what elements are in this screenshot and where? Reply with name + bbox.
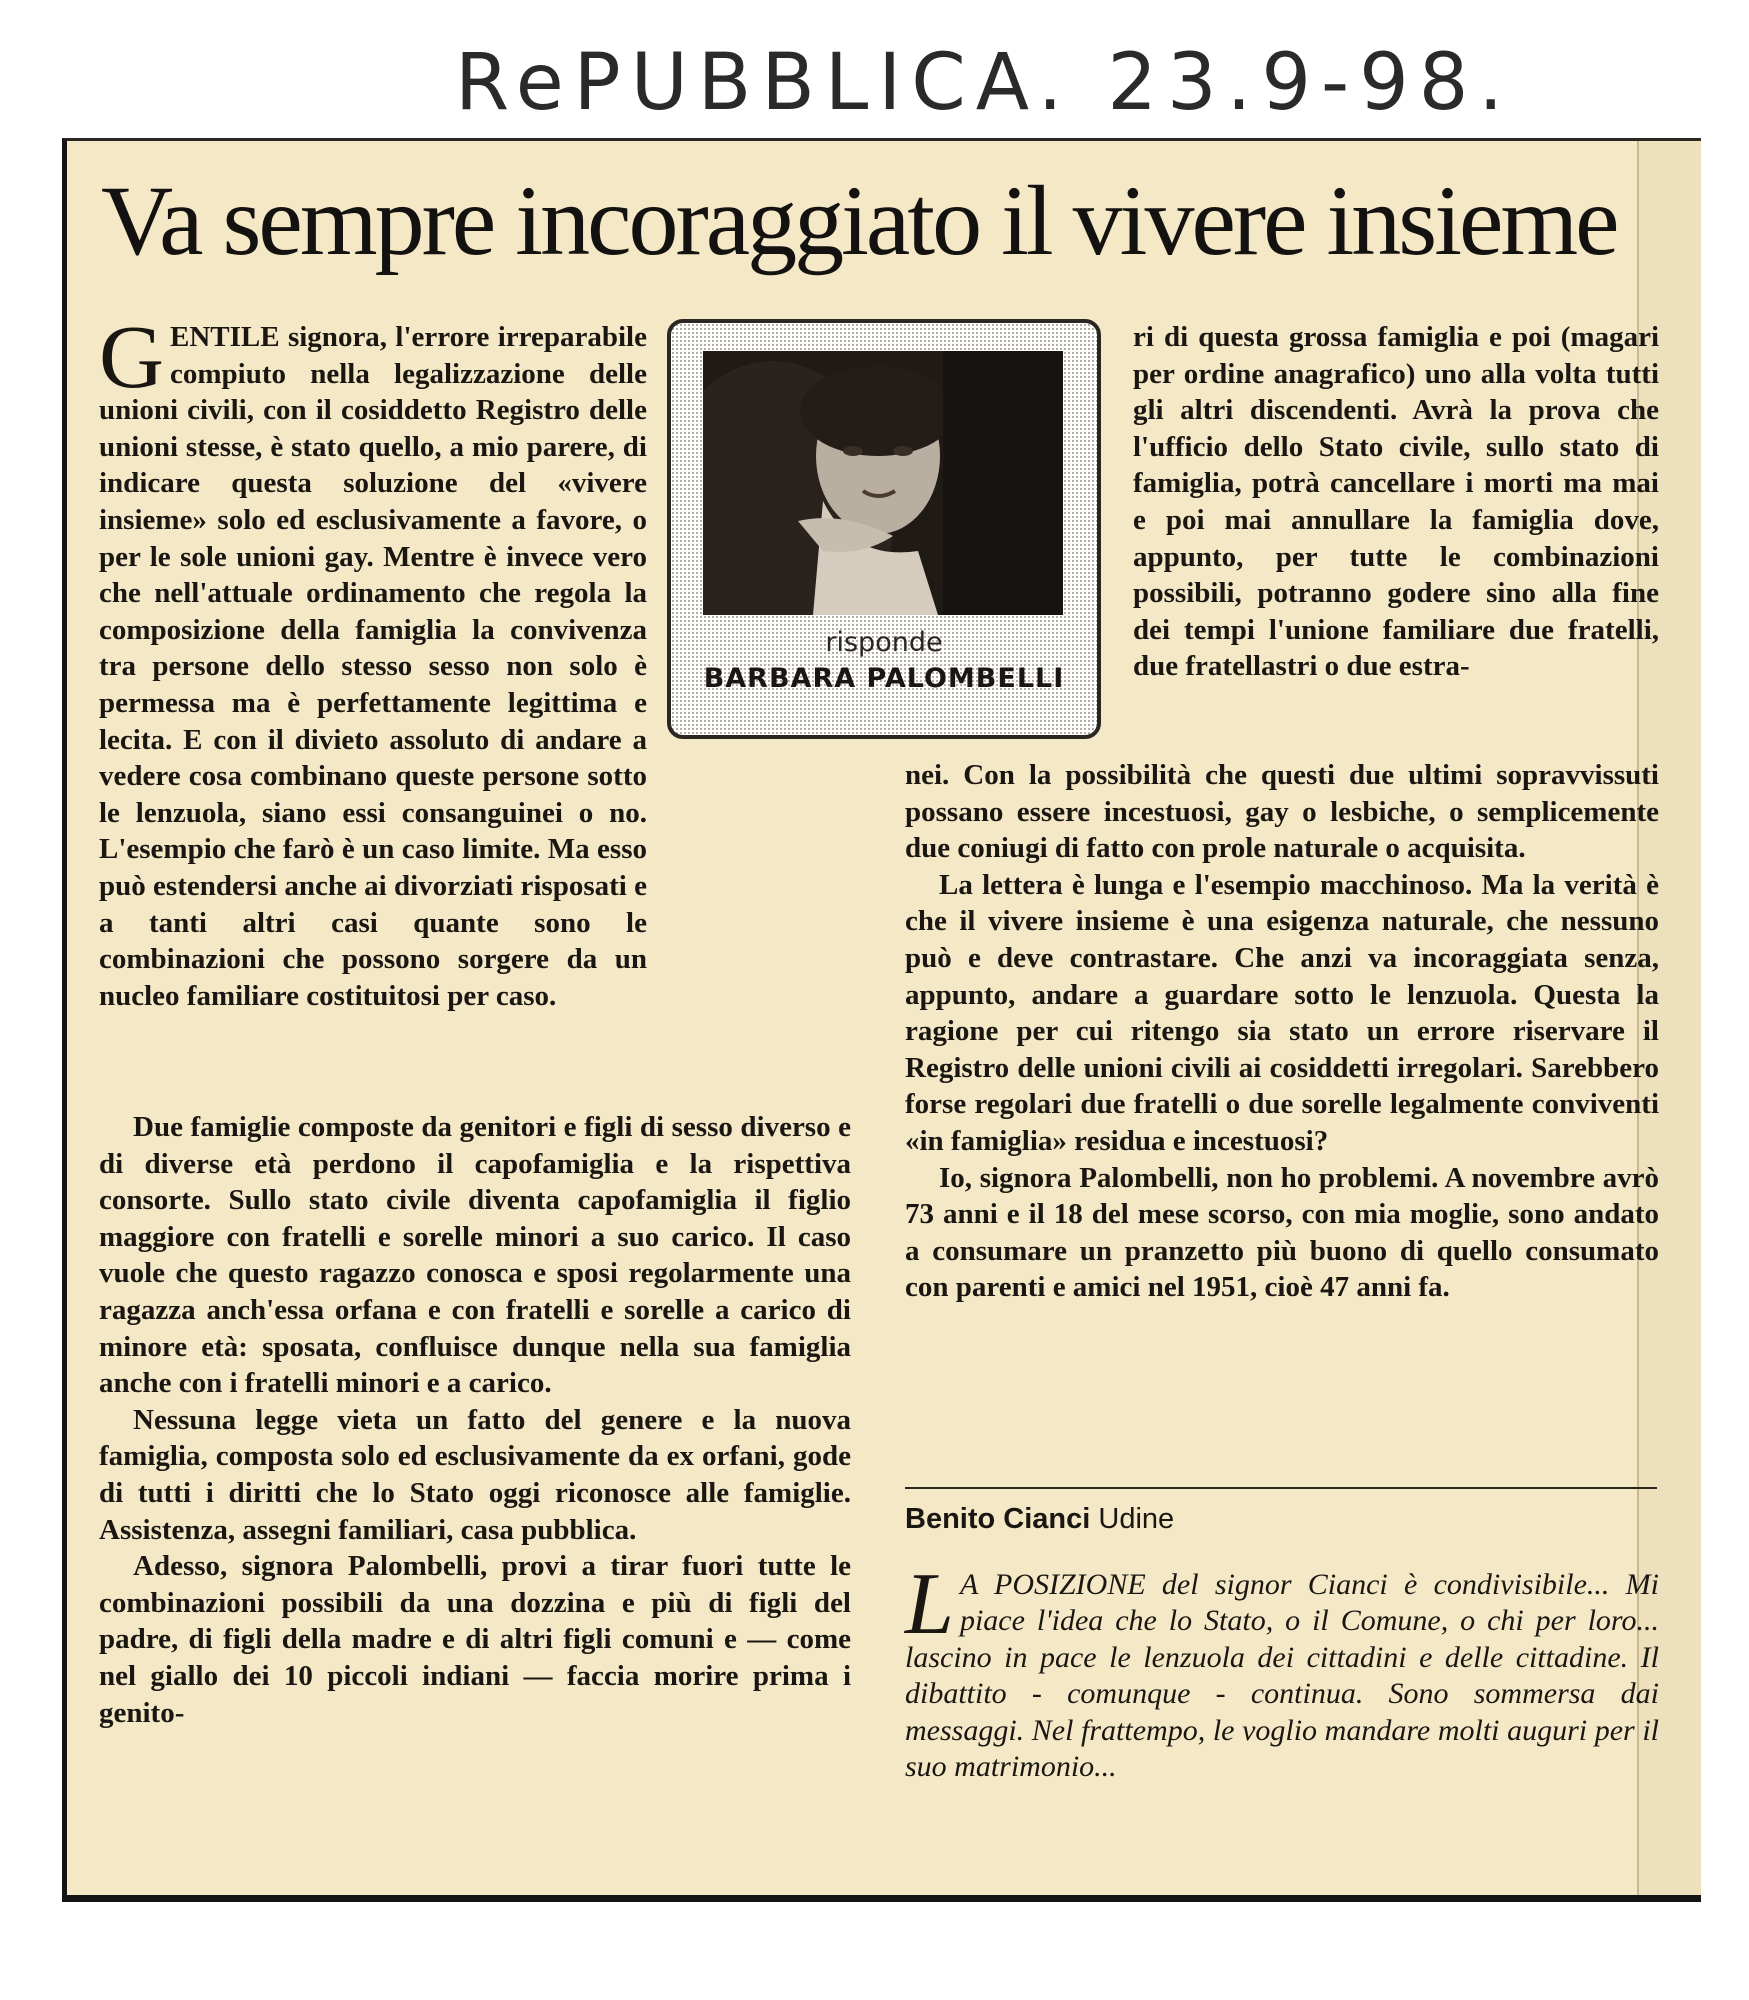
letter-paragraph-5: nei. Con la possibilità che questi due ultimi sopravvissuti possano essere incestuosi, gay o lesbiche, o semplicemente due coniugi di fatto con prole naturale o acquisita.	[905, 759, 1659, 865]
columnist-photo-box	[667, 319, 1101, 739]
handwritten-source-note: RePUBBLICA. 23.9-98.	[455, 38, 1514, 128]
letter-column-2	[905, 757, 1659, 1306]
newspaper-clipping	[62, 138, 1701, 1902]
columnist-name: BARBARA PALOMBELLI	[703, 663, 1065, 694]
letter-column-2-top	[1133, 319, 1659, 685]
paragraph-continuation: ri di questa grossa famiglia e poi (magari per ordine anagrafico) uno alla volta tutti gli altri discendenti. Avrà la prova che l'ufficio dello Stato civile, sullo stato di famiglia, potrà cancellare i morti ma mai e poi mai annullare la famiglia dove, appunto, per tutte le combinazioni possibili, potranno godere sino alla fine dei tempi l'unione familiare due fratelli, due fratellastri o due estra-	[1133, 321, 1659, 683]
signature-divider	[905, 1487, 1657, 1489]
reply-drop-cap: L	[905, 1556, 954, 1653]
paragraph-text: ENTILE signora, l'errore irreparabile compiuto nella legalizzazione delle unioni civili, con il cosiddetto Registro delle unioni stesse, è stato quello, a mio parere, di indicare questa soluzione del «vivere insieme» solo ed esclusivamente a favore, o per le sole unioni gay. Mentre è invece vero che nell'attuale ordinamento che regola la composizione della famiglia la convivenza tra persone dello stesso sesso non solo è permessa ma è perfettamente legittima e lecita. E con il divieto assoluto di andare a vedere cosa combinano queste persone sotto le lenzuola, siano essi consanguinei o no. L'esempio che farò è un caso limite. Ma esso può estendersi anche ai divorziati risposati e a tanti altri casi quante sono le combinazioni che possono sorgere da un nucleo familiare costituitosi per caso.	[99, 321, 647, 1012]
columnist-reply	[905, 1556, 1659, 1785]
letter-paragraph-3: Nessuna legge vieta un fatto del genere e la nuova famiglia, composta solo ed esclusivamente da ex orfani, gode di tutti i diritti che lo Stato oggi riconosce alle famiglie. Assistenza, assegni familiari, casa pubblica.	[99, 1403, 851, 1546]
letter-column-1-continued	[99, 721, 851, 1731]
risponde-label: risponde	[825, 627, 943, 658]
signature-city: Udine	[1098, 1503, 1175, 1535]
drop-cap: G	[99, 308, 164, 407]
letter-paragraph-7: Io, signora Palombelli, non ho problemi. A novembre avrò 73 anni e il 18 del mese scorso, con mia moglie, sono andato a consumare un pranzetto più buono di quello consumato con parenti e amici nel 1951, cioè 47 anni fa.	[905, 1161, 1659, 1304]
letter-paragraph-2: Due famiglie composte da genitori e figli di sesso diverso e di diverse età perdono il capofamiglia e la rispettiva consorte. Sullo stato civile diventa capofamiglia il figlio maggiore con fratelli e sorelle minori a suo carico. Il caso vuole che questo ragazzo conosca e sposi regolarmente una ragazza anch'essa orfana e con fratelli e sorelle a carico di minore età: sposata, confluisce dunque nella sua famiglia anche con i fratelli minori e a carico.	[99, 1111, 851, 1400]
columnist-photo	[703, 351, 1063, 615]
letter-paragraph-4: Adesso, signora Palombelli, provi a tirar fuori tutte le combinazioni possibili da una dozzina e più di figli del padre, di figli della madre e di altri figli comuni e — come nel giallo dei 10 piccoli indiani — faccia morire prima i genito-	[99, 1550, 851, 1729]
article-headline: Va sempre incoraggiato il vivere insieme	[101, 165, 1617, 276]
letter-paragraph-6: La lettera è lunga e l'esempio macchinoso. Ma la verità è che il vivere insieme è una esigenza naturale, che nessuno può e deve contrastare. Che anzi va incoraggiata senza, appunto, andare a guardare sotto le lenzuola. Questa la ragione per cui ritengo sia stato un errore riservare il Registro delle unioni civili ai cosiddetti irregolari. Sarebbero forse regolari due fratelli o due sorelle legalmente conviventi «in famiglia» residua e incestuosi?	[905, 868, 1659, 1157]
signature-name: Benito Cianci	[905, 1503, 1091, 1535]
letter-signature	[905, 1503, 1174, 1536]
reply-text: A POSIZIONE del signor Cianci è condivisibile... Mi piace l'idea che lo Stato, o il Comune, o chi per loro... lascino in pace le lenzuola dei cittadini e delle cittadine. Il dibattito - comunque - continua. Sono sommersa dai messaggi. Nel frattempo, le voglio mandare molti auguri per il suo matrimonio...	[905, 1568, 1659, 1784]
